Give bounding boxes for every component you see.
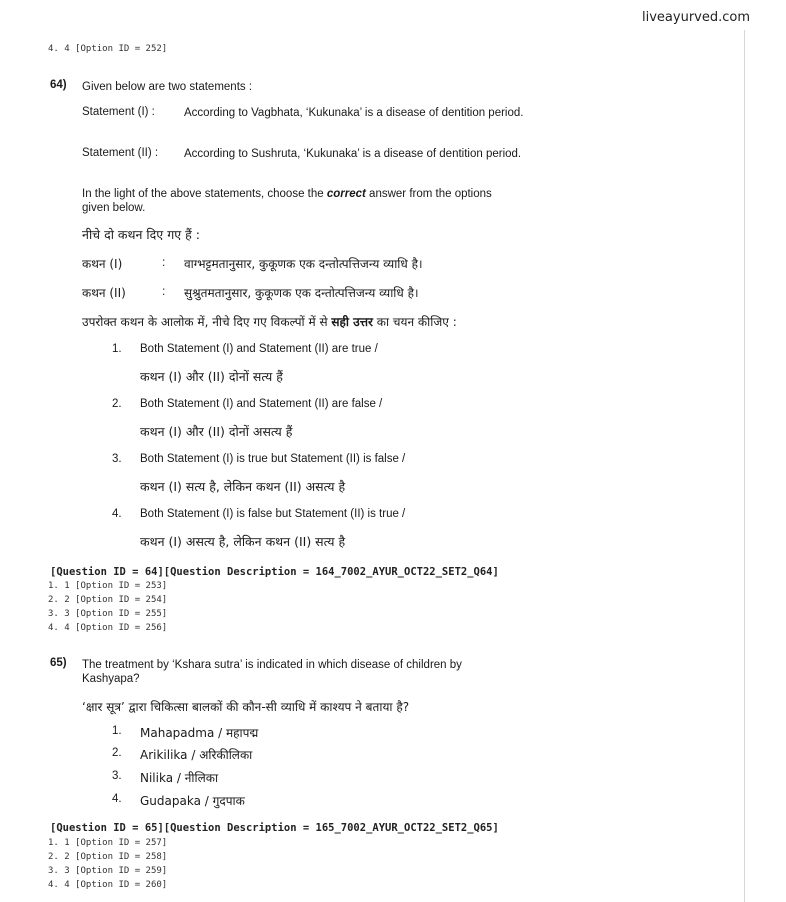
hindi-statement-1-colon: : [162, 255, 166, 269]
choice-4-number: 4. [112, 508, 122, 520]
option-id-line: 4. 4 [Option ID = 252] [48, 44, 168, 54]
question-64-number: 64) [50, 79, 67, 91]
statement-1-text: According to Vagbhata, ‘Kukunaka’ is a disease of dentition period. [184, 107, 524, 119]
q65-choice-3-text: Nilika / नीलिका [140, 771, 219, 785]
statement-2-label: Statement (II) : [82, 147, 159, 159]
q65-choice-4-text: Gudapaka / गुदपाक [140, 794, 245, 808]
question-65-description: [Question ID = 65][Question Description = 165_7002_AYUR_OCT22_SET2_Q65] [50, 822, 499, 834]
q65-choice-4-number: 4. [112, 793, 122, 805]
choice-1-hindi: कथन (I) और (II) दोनों सत्य हैं [140, 369, 283, 384]
hindi-statement-2-label: कथन (II) [82, 286, 126, 300]
choice-3-number: 3. [112, 453, 122, 465]
question-64-intro: Given below are two statements : [82, 81, 253, 93]
option-id-line: 3. 3 [Option ID = 255] [48, 609, 168, 619]
watermark: liveayurved.com [642, 10, 750, 25]
question-65-text: The treatment by ‘Kshara sutra’ is indicated in which disease of children by Kashyapa? [82, 659, 462, 685]
choice-2-number: 2. [112, 398, 122, 410]
question-64-hindi-intro: नीचे दो कथन दिए गए हैं : [82, 227, 200, 242]
statement-2-text: According to Sushruta, ‘Kukunaka’ is a disease of dentition period. [184, 148, 522, 160]
hindi-statement-1-text: वाग्भट्टमतानुसार, कुकूणक एक दन्तोत्पत्तिजन्य व्याधि है। [184, 257, 423, 271]
q65-choice-1-text: Mahapadma / महापद्म [140, 726, 259, 740]
q65-choice-2-number: 2. [112, 747, 122, 759]
option-id-line: 2. 2 [Option ID = 254] [48, 595, 168, 605]
question-64-description: [Question ID = 64][Question Description = 164_7002_AYUR_OCT22_SET2_Q64] [50, 566, 499, 578]
hindi-statement-2-text: सुश्रुतमतानुसार, कुकूणक एक दन्तोत्पत्तिजन्य व्याधि है। [184, 286, 419, 300]
question-64-instruction: In the light of the above statements, choose the correct answer from the options given below. [82, 188, 492, 214]
question-64-hindi-instruction: उपरोक्त कथन के आलोक में, नीचे दिए गए विकल्पों में से सही उत्तर का चयन कीजिए : [82, 315, 457, 329]
option-id-line: 3. 3 [Option ID = 259] [48, 866, 168, 876]
q65-choice-1-number: 1. [112, 725, 122, 737]
choice-3-hindi: कथन (I) सत्य है, लेकिन कथन (II) असत्य है [140, 479, 346, 494]
option-id-line: 1. 1 [Option ID = 257] [48, 838, 168, 848]
hindi-statement-2-colon: : [162, 284, 166, 298]
question-65-number: 65) [50, 657, 67, 669]
choice-1-english: Both Statement (I) and Statement (II) are true / [140, 343, 378, 355]
q65-choice-2-text: Arikilika / अरिकीलिका [140, 748, 253, 762]
choice-2-hindi: कथन (I) और (II) दोनों असत्य हैं [140, 424, 293, 439]
choice-4-hindi: कथन (I) असत्य है, लेकिन कथन (II) सत्य है [140, 534, 346, 549]
option-id-line: 1. 1 [Option ID = 253] [48, 581, 168, 591]
option-id-line: 4. 4 [Option ID = 256] [48, 623, 168, 633]
right-margin-line [744, 30, 745, 902]
choice-3-english: Both Statement (I) is true but Statement (II) is false / [140, 453, 406, 465]
question-65-hindi-text: ‘क्षार सूत्र’ द्वारा चिकित्सा बालकों की कौन-सी व्याधि में काश्यप ने बताया है? [82, 700, 410, 714]
option-id-line: 2. 2 [Option ID = 258] [48, 852, 168, 862]
choice-1-number: 1. [112, 343, 122, 355]
choice-2-english: Both Statement (I) and Statement (II) are false / [140, 398, 383, 410]
hindi-statement-1-label: कथन (I) [82, 257, 123, 271]
statement-1-label: Statement (I) : [82, 106, 155, 118]
option-id-line: 4. 4 [Option ID = 260] [48, 880, 168, 890]
q65-choice-3-number: 3. [112, 770, 122, 782]
choice-4-english: Both Statement (I) is false but Statement (II) is true / [140, 508, 406, 520]
